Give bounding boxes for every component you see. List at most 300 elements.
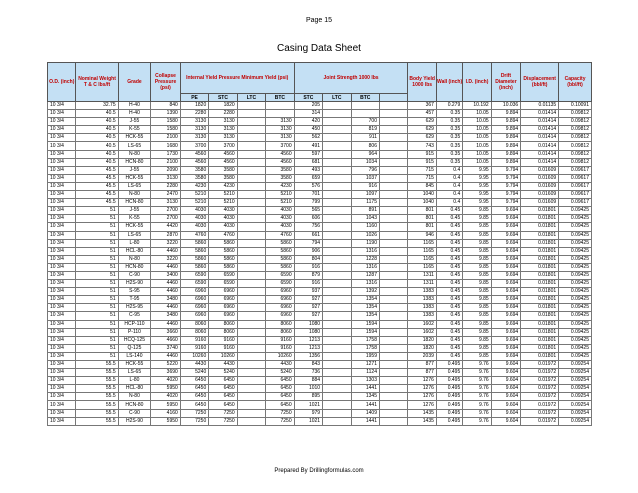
header-body-yield: Body Yield 1000 lbs: [408, 63, 436, 102]
cell-iy-ltc: [237, 215, 265, 223]
cell-js-stc: 597: [294, 150, 322, 158]
cell-iy-ltc: [237, 336, 265, 344]
cell-collapse: 5950: [151, 385, 181, 393]
cell-drift: 9.604: [491, 401, 521, 409]
cell-displacement: 0.01801: [521, 223, 559, 231]
cell-js-stc: 562: [294, 134, 322, 142]
cell-iy-stc: 3700: [209, 142, 237, 150]
cell-iy-ltc: [237, 182, 265, 190]
cell-iy-pe: 7250: [180, 409, 208, 417]
cell-drift: 9.894: [491, 158, 521, 166]
cell-nominal-weight: 51: [76, 215, 118, 223]
cell-js-btc: 1758: [351, 344, 379, 352]
cell-js-btc: 1034: [351, 158, 379, 166]
cell-id: 9.95: [463, 191, 491, 199]
cell-drift: 9.894: [491, 142, 521, 150]
cell-iy-btc: 3130: [266, 118, 294, 126]
cell-js-extra: [379, 352, 407, 360]
cell-js-ltc: [323, 215, 351, 223]
cell-od: 10 3/4: [48, 223, 76, 231]
cell-id: 9.85: [463, 231, 491, 239]
cell-nominal-weight: 55.5: [76, 369, 118, 377]
cell-js-stc: 927: [294, 312, 322, 320]
cell-js-ltc: [323, 409, 351, 417]
cell-nominal-weight: 40.5: [76, 118, 118, 126]
cell-iy-stc: 3130: [209, 134, 237, 142]
cell-js-extra: [379, 377, 407, 385]
cell-js-extra: [379, 288, 407, 296]
cell-od: 10 3/4: [48, 231, 76, 239]
cell-js-stc: 895: [294, 393, 322, 401]
cell-id: 9.76: [463, 393, 491, 401]
cell-nominal-weight: 45.5: [76, 191, 118, 199]
cell-iy-btc: 6450: [266, 385, 294, 393]
cell-collapse: 3690: [151, 369, 181, 377]
cell-grade: HCN-80: [118, 199, 151, 207]
cell-id: 9.85: [463, 320, 491, 328]
cell-displacement: 0.01972: [521, 361, 559, 369]
cell-js-extra: [379, 150, 407, 158]
cell-js-btc: 1316: [351, 263, 379, 271]
cell-grade: N-80: [118, 191, 151, 199]
cell-js-extra: [379, 134, 407, 142]
cell-displacement: 0.01801: [521, 255, 559, 263]
cell-od: 10 3/4: [48, 215, 76, 223]
cell-iy-stc: 8060: [209, 328, 237, 336]
cell-grade: J-55: [118, 207, 151, 215]
cell-js-stc: 799: [294, 199, 322, 207]
cell-displacement: 0.01972: [521, 369, 559, 377]
cell-collapse: 2870: [151, 231, 181, 239]
cell-iy-btc: 6960: [266, 288, 294, 296]
cell-iy-pe: 9160: [180, 344, 208, 352]
cell-drift: 9.694: [491, 223, 521, 231]
cell-grade: N-80: [118, 150, 151, 158]
table-row: [48, 288, 592, 296]
page-title: Casing Data Sheet: [277, 43, 361, 54]
cell-grade: HCK-55: [118, 361, 151, 369]
cell-body-yield: 629: [408, 126, 436, 134]
cell-body-yield: 1165: [408, 263, 436, 271]
cell-js-ltc: [323, 328, 351, 336]
cell-js-ltc: [323, 166, 351, 174]
cell-iy-ltc: [237, 263, 265, 271]
cell-js-btc: 1175: [351, 199, 379, 207]
cell-id: 10.05: [463, 142, 491, 150]
cell-collapse: 3740: [151, 344, 181, 352]
cell-id: 9.76: [463, 417, 491, 425]
cell-js-stc: 1021: [294, 401, 322, 409]
cell-js-extra: [379, 336, 407, 344]
cell-js-btc: 1345: [351, 393, 379, 401]
cell-wall: 0.45: [436, 239, 462, 247]
cell-js-btc: 1287: [351, 271, 379, 279]
cell-displacement: 0.01414: [521, 142, 559, 150]
cell-drift: 9.694: [491, 352, 521, 360]
cell-capacity: 0.10091: [559, 102, 592, 110]
cell-body-yield: 1383: [408, 288, 436, 296]
cell-iy-pe: 5210: [180, 191, 208, 199]
cell-iy-pe: 9160: [180, 336, 208, 344]
cell-capacity: 0.09254: [559, 377, 592, 385]
cell-js-stc: 736: [294, 369, 322, 377]
cell-iy-stc: 5860: [209, 247, 237, 255]
cell-capacity: 0.09617: [559, 182, 592, 190]
cell-js-ltc: [323, 110, 351, 118]
cell-od: 10 3/4: [48, 102, 76, 110]
cell-wall: 0.4: [436, 191, 462, 199]
header-js-btc: BTC: [351, 94, 379, 102]
header-joint-strength: Joint Strength 1000 lbs: [294, 63, 408, 94]
cell-iy-ltc: [237, 352, 265, 360]
cell-wall: 0.45: [436, 344, 462, 352]
cell-js-ltc: [323, 377, 351, 385]
cell-body-yield: 1602: [408, 328, 436, 336]
cell-js-ltc: [323, 344, 351, 352]
cell-js-ltc: [323, 369, 351, 377]
cell-id: 9.85: [463, 304, 491, 312]
cell-nominal-weight: 51: [76, 255, 118, 263]
cell-collapse: 4460: [151, 352, 181, 360]
cell-body-yield: 1276: [408, 385, 436, 393]
cell-js-ltc: [323, 271, 351, 279]
cell-drift: 9.694: [491, 296, 521, 304]
cell-displacement: 0.01135: [521, 102, 559, 110]
cell-collapse: 3480: [151, 312, 181, 320]
cell-collapse: 4160: [151, 409, 181, 417]
cell-js-stc: 493: [294, 166, 322, 174]
cell-collapse: 4460: [151, 263, 181, 271]
cell-displacement: 0.01609: [521, 174, 559, 182]
cell-js-stc: 606: [294, 215, 322, 223]
table-row: [48, 263, 592, 271]
cell-js-btc: 1354: [351, 312, 379, 320]
cell-iy-pe: 5210: [180, 199, 208, 207]
cell-js-extra: [379, 174, 407, 182]
cell-iy-ltc: [237, 271, 265, 279]
cell-iy-btc: 6590: [266, 280, 294, 288]
table-row: [48, 126, 592, 134]
cell-nominal-weight: 51: [76, 247, 118, 255]
cell-id: 9.85: [463, 271, 491, 279]
cell-iy-pe: 2280: [180, 110, 208, 118]
cell-js-extra: [379, 239, 407, 247]
cell-iy-btc: 5860: [266, 255, 294, 263]
table-row: [48, 377, 592, 385]
cell-iy-stc: 5210: [209, 199, 237, 207]
cell-js-btc: 1037: [351, 174, 379, 182]
cell-iy-stc: 7250: [209, 409, 237, 417]
cell-js-ltc: [323, 385, 351, 393]
cell-iy-stc: 1820: [209, 102, 237, 110]
cell-nominal-weight: 40.5: [76, 126, 118, 134]
cell-drift: 9.794: [491, 191, 521, 199]
cell-grade: C-90: [118, 271, 151, 279]
cell-capacity: 0.09425: [559, 328, 592, 336]
cell-wall: 0.45: [436, 320, 462, 328]
header-capacity: Capacity (bbl/ft): [559, 63, 592, 102]
cell-js-ltc: [323, 231, 351, 239]
cell-iy-ltc: [237, 304, 265, 312]
cell-nominal-weight: 51: [76, 344, 118, 352]
cell-js-btc: 916: [351, 182, 379, 190]
cell-js-extra: [379, 207, 407, 215]
cell-grade: HCL-80: [118, 385, 151, 393]
cell-drift: 9.894: [491, 150, 521, 158]
cell-wall: 0.45: [436, 231, 462, 239]
cell-iy-ltc: [237, 288, 265, 296]
cell-capacity: 0.09425: [559, 280, 592, 288]
cell-id: 9.76: [463, 385, 491, 393]
cell-iy-pe: 3580: [180, 166, 208, 174]
cell-js-extra: [379, 166, 407, 174]
cell-grade: HCK-55: [118, 174, 151, 182]
cell-js-ltc: [323, 247, 351, 255]
table-row: [48, 191, 592, 199]
cell-collapse: 4020: [151, 377, 181, 385]
cell-js-btc: 1097: [351, 191, 379, 199]
cell-grade: Q-125: [118, 344, 151, 352]
cell-iy-pe: 4230: [180, 182, 208, 190]
cell-od: 10 3/4: [48, 312, 76, 320]
cell-iy-stc: 4430: [209, 361, 237, 369]
header-od: O.D. (inch): [48, 63, 76, 102]
cell-od: 10 3/4: [48, 377, 76, 385]
cell-js-ltc: [323, 158, 351, 166]
cell-iy-pe: 6960: [180, 312, 208, 320]
cell-collapse: 3480: [151, 296, 181, 304]
cell-wall: 0.35: [436, 126, 462, 134]
cell-js-extra: [379, 223, 407, 231]
cell-wall: 0.35: [436, 118, 462, 126]
cell-displacement: 0.01801: [521, 263, 559, 271]
cell-grade: LS-65: [118, 231, 151, 239]
cell-displacement: 0.01414: [521, 158, 559, 166]
cell-iy-ltc: [237, 296, 265, 304]
cell-drift: 9.894: [491, 118, 521, 126]
cell-wall: 0.35: [436, 142, 462, 150]
cell-iy-ltc: [237, 207, 265, 215]
cell-od: 10 3/4: [48, 110, 76, 118]
cell-js-btc: 911: [351, 134, 379, 142]
cell-grade: C-90: [118, 409, 151, 417]
cell-iy-stc: 6590: [209, 271, 237, 279]
cell-iy-pe: 5860: [180, 239, 208, 247]
cell-iy-btc: 8060: [266, 328, 294, 336]
cell-iy-stc: 5240: [209, 369, 237, 377]
cell-od: 10 3/4: [48, 142, 76, 150]
cell-capacity: 0.09425: [559, 352, 592, 360]
cell-js-ltc: [323, 126, 351, 134]
cell-iy-ltc: [237, 102, 265, 110]
cell-od: 10 3/4: [48, 288, 76, 296]
cell-iy-pe: 3700: [180, 142, 208, 150]
cell-iy-pe: 8060: [180, 328, 208, 336]
cell-collapse: 5220: [151, 361, 181, 369]
cell-drift: 9.694: [491, 207, 521, 215]
cell-nominal-weight: 55.5: [76, 409, 118, 417]
cell-capacity: 0.09254: [559, 409, 592, 417]
cell-js-ltc: [323, 312, 351, 320]
cell-id: 9.95: [463, 174, 491, 182]
cell-drift: 9.694: [491, 320, 521, 328]
cell-wall: 0.45: [436, 223, 462, 231]
cell-js-stc: 450: [294, 126, 322, 134]
cell-displacement: 0.01972: [521, 409, 559, 417]
cell-js-ltc: [323, 150, 351, 158]
cell-capacity: 0.09617: [559, 199, 592, 207]
cell-js-extra: [379, 361, 407, 369]
cell-js-btc: 1160: [351, 223, 379, 231]
cell-id: 9.85: [463, 312, 491, 320]
cell-js-stc: 314: [294, 110, 322, 118]
cell-od: 10 3/4: [48, 118, 76, 126]
cell-id: 9.85: [463, 336, 491, 344]
cell-iy-pe: 4430: [180, 361, 208, 369]
cell-wall: 0.495: [436, 369, 462, 377]
cell-collapse: 4460: [151, 320, 181, 328]
cell-drift: 9.604: [491, 361, 521, 369]
header-iy-btc: BTC: [266, 94, 294, 102]
cell-id: 9.85: [463, 288, 491, 296]
cell-od: 10 3/4: [48, 174, 76, 182]
cell-body-yield: 715: [408, 166, 436, 174]
cell-iy-pe: 6590: [180, 271, 208, 279]
cell-body-yield: 877: [408, 369, 436, 377]
cell-displacement: 0.01414: [521, 118, 559, 126]
cell-body-yield: 1165: [408, 255, 436, 263]
cell-id: 10.05: [463, 110, 491, 118]
cell-wall: 0.45: [436, 304, 462, 312]
cell-iy-ltc: [237, 393, 265, 401]
cell-drift: 9.694: [491, 336, 521, 344]
cell-nominal-weight: 51: [76, 312, 118, 320]
cell-displacement: 0.01801: [521, 271, 559, 279]
cell-js-stc: 937: [294, 288, 322, 296]
table-row: [48, 393, 592, 401]
cell-body-yield: 877: [408, 361, 436, 369]
cell-js-stc: 916: [294, 280, 322, 288]
cell-id: 9.76: [463, 361, 491, 369]
cell-iy-btc: 4030: [266, 215, 294, 223]
cell-wall: 0.45: [436, 352, 462, 360]
cell-wall: 0.45: [436, 247, 462, 255]
cell-js-btc: 1594: [351, 320, 379, 328]
cell-iy-stc: 3130: [209, 126, 237, 134]
cell-iy-stc: 6450: [209, 401, 237, 409]
cell-body-yield: 845: [408, 182, 436, 190]
cell-capacity: 0.09254: [559, 385, 592, 393]
cell-iy-stc: 6450: [209, 377, 237, 385]
cell-iy-btc: 6960: [266, 304, 294, 312]
header-id: I.D. (inch): [463, 63, 491, 102]
cell-iy-ltc: [237, 239, 265, 247]
cell-iy-pe: 1820: [180, 102, 208, 110]
cell-js-ltc: [323, 134, 351, 142]
cell-js-stc: 1021: [294, 417, 322, 425]
cell-displacement: 0.01801: [521, 231, 559, 239]
cell-drift: 9.604: [491, 385, 521, 393]
cell-od: 10 3/4: [48, 280, 76, 288]
cell-iy-ltc: [237, 409, 265, 417]
cell-iy-pe: 5860: [180, 263, 208, 271]
cell-body-yield: 743: [408, 142, 436, 150]
cell-id: 9.76: [463, 377, 491, 385]
cell-grade: HCK-55: [118, 223, 151, 231]
cell-od: 10 3/4: [48, 304, 76, 312]
cell-iy-ltc: [237, 247, 265, 255]
cell-iy-btc: 4030: [266, 223, 294, 231]
cell-grade: LS-65: [118, 369, 151, 377]
cell-iy-stc: 4030: [209, 207, 237, 215]
cell-drift: 9.694: [491, 328, 521, 336]
cell-js-stc: 491: [294, 142, 322, 150]
cell-grade: N-80: [118, 393, 151, 401]
cell-displacement: 0.01414: [521, 126, 559, 134]
table-row: [48, 304, 592, 312]
cell-body-yield: 457: [408, 110, 436, 118]
cell-body-yield: 715: [408, 174, 436, 182]
cell-grade: T-95: [118, 296, 151, 304]
cell-iy-btc: 10260: [266, 352, 294, 360]
cell-nominal-weight: 32.75: [76, 102, 118, 110]
cell-iy-btc: 9160: [266, 336, 294, 344]
cell-iy-stc: 5860: [209, 263, 237, 271]
cell-iy-pe: 6960: [180, 288, 208, 296]
cell-js-btc: [351, 102, 379, 110]
cell-od: 10 3/4: [48, 369, 76, 377]
cell-iy-btc: 3700: [266, 142, 294, 150]
cell-displacement: 0.01609: [521, 191, 559, 199]
cell-iy-pe: 10260: [180, 352, 208, 360]
header-displacement: Displacement (bbl/ft): [521, 63, 559, 102]
cell-od: 10 3/4: [48, 158, 76, 166]
table-row: [48, 336, 592, 344]
cell-nominal-weight: 40.5: [76, 134, 118, 142]
cell-iy-stc: 7250: [209, 417, 237, 425]
header-wall: Wall (inch): [436, 63, 462, 102]
cell-js-ltc: [323, 304, 351, 312]
cell-wall: 0.45: [436, 280, 462, 288]
cell-displacement: 0.01414: [521, 134, 559, 142]
cell-js-btc: 796: [351, 166, 379, 174]
cell-displacement: 0.01801: [521, 312, 559, 320]
page-number: Page 15: [305, 17, 333, 24]
table-row: [48, 361, 592, 369]
cell-collapse: 2700: [151, 215, 181, 223]
cell-grade: HCK-55: [118, 134, 151, 142]
cell-grade: S-95: [118, 288, 151, 296]
cell-body-yield: 1383: [408, 312, 436, 320]
cell-id: 9.85: [463, 352, 491, 360]
cell-iy-stc: 4760: [209, 231, 237, 239]
header-nominal-weight: Nominal Weight T & C lbs/ft: [76, 63, 118, 102]
cell-collapse: 5950: [151, 401, 181, 409]
cell-js-stc: 1080: [294, 320, 322, 328]
cell-iy-btc: 4230: [266, 182, 294, 190]
cell-iy-ltc: [237, 361, 265, 369]
cell-od: 10 3/4: [48, 385, 76, 393]
cell-iy-stc: 6960: [209, 312, 237, 320]
cell-js-extra: [379, 255, 407, 263]
cell-wall: 0.45: [436, 207, 462, 215]
cell-od: 10 3/4: [48, 320, 76, 328]
cell-nominal-weight: 51: [76, 239, 118, 247]
table-row: [48, 223, 592, 231]
cell-js-extra: [379, 393, 407, 401]
cell-iy-stc: 6590: [209, 280, 237, 288]
cell-nominal-weight: 51: [76, 352, 118, 360]
